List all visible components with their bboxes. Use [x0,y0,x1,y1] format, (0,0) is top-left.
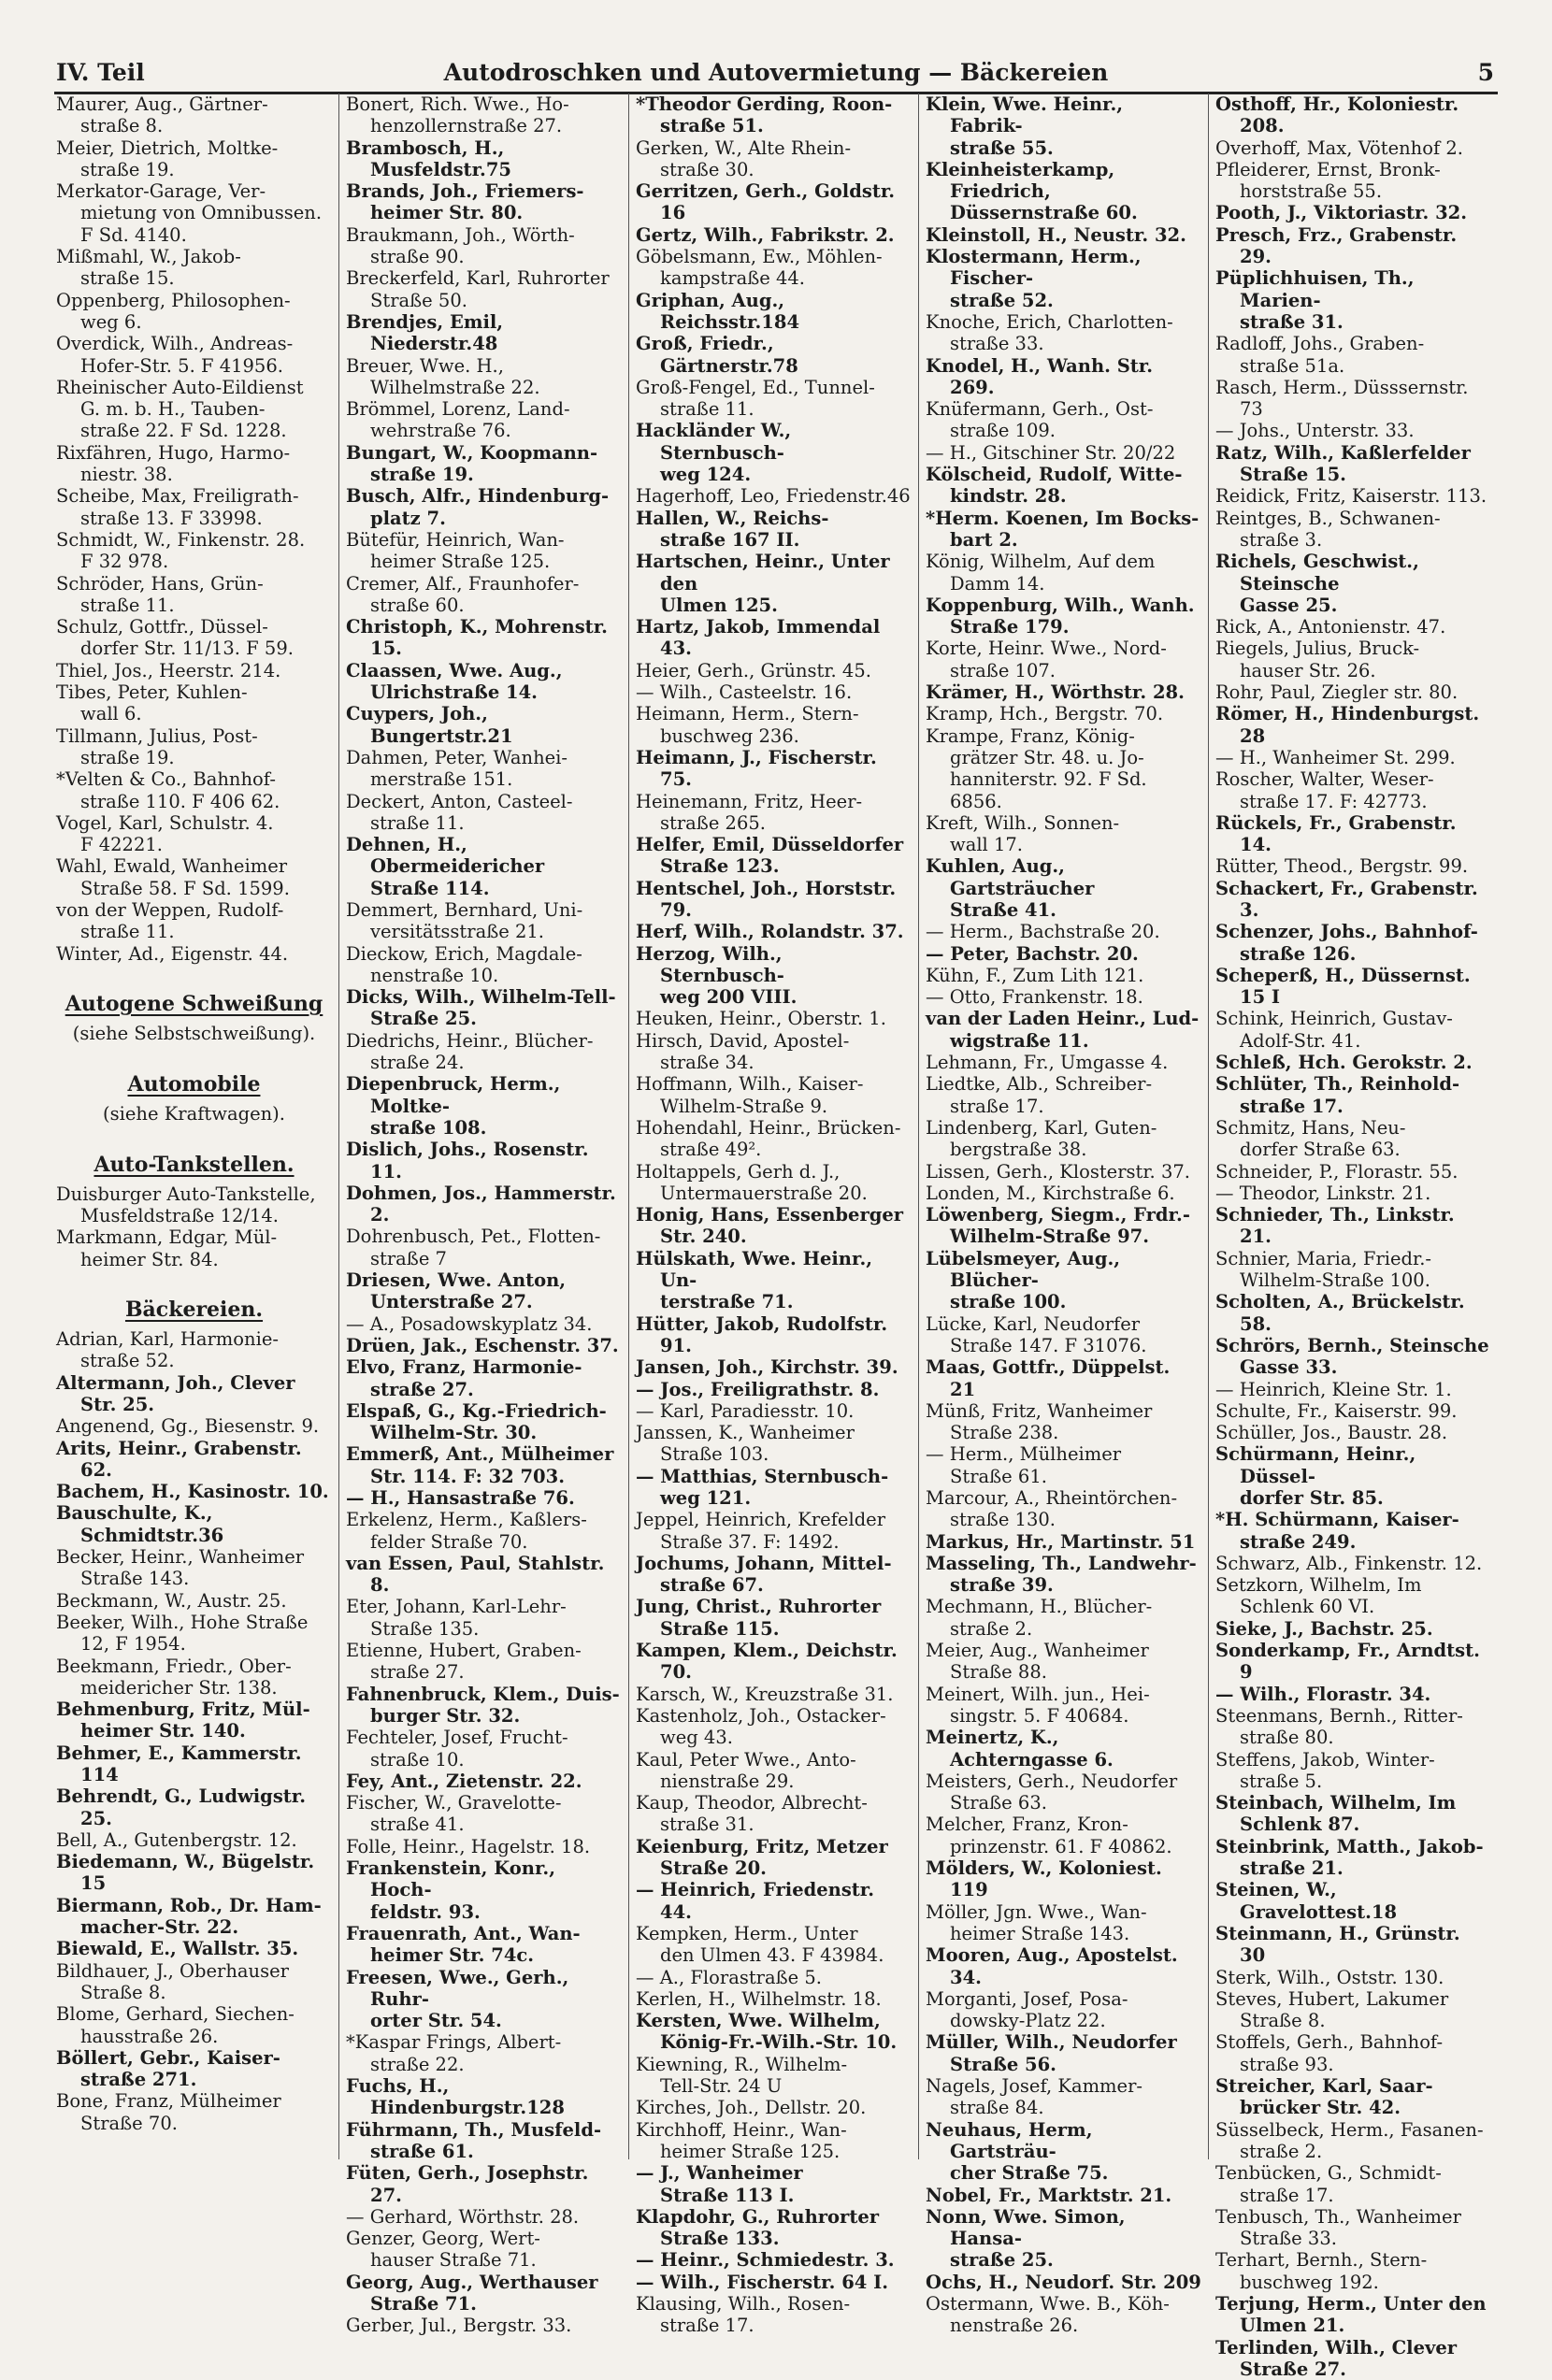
directory-entry: Hoffmann, Wilh., Kaiser- Wilhelm-Straße 9. [636,1073,864,1117]
directory-entry: Markus, Hr., Martinstr. 51 [926,1530,1196,1553]
directory-entry: Beekmann, Friedr., Ober- meidericher Str. 138. [56,1655,292,1699]
section-heading: Auto-Tankstellen. [93,1152,295,1177]
directory-entry: van der Laden Heinr., Lud- wigstraße 11. [926,1008,1200,1052]
directory-entry: Brambosch, H., Musfeldstr.75 [346,136,511,180]
directory-entry: Arits, Heinr., Grabenstr. 62. [56,1437,302,1481]
directory-entry: Schnier, Maria, Friedr.- Wilhelm-Straße 100. [1215,1247,1432,1292]
directory-entry: Frankenstein, Konr., Hoch- feldstr. 93. [346,1857,556,1923]
directory-entry: Folle, Heinr., Hagelstr. 18. [346,1835,591,1857]
directory-entry: Londen, M., Kirchstraße 6. [926,1182,1175,1204]
directory-entry: Schulz, Gottfr., Düssel- dorfer Str. 11/13. F 59. [56,616,294,660]
directory-entry: Schmitz, Hans, Neu- dorfer Straße 63. [1215,1116,1406,1161]
directory-entry: Meinertz, K., Achterngasse 6. [926,1727,1114,1771]
directory-entry: Kaup, Theodor, Albrecht- straße 31. [636,1792,868,1836]
directory-entry: Mooren, Aug., Apostelst. 34. [926,1944,1178,1988]
directory-entry: Fey, Ant., Zietenstr. 22. [346,1770,582,1792]
directory-entry: Lübelsmeyer, Aug., Blücher- straße 100. [926,1247,1121,1313]
directory-entry: Genzer, Georg, Wert- hauser Straße 71. [346,2228,540,2272]
directory-entry: Kirchhoff, Heinr., Wan- heimer Straße 125. [636,2118,847,2162]
directory-entry: Steinbach, Wilhelm, Im Schlenk 87. [1215,1792,1457,1836]
section-heading: Bäckereien. [124,1298,264,1323]
directory-entry: Göbelsmann, Ew., Möhlen- kampstraße 44. [636,246,883,290]
directory-entry: Schulte, Fr., Kaiserstr. 99. [1215,1399,1458,1422]
directory-entry: Schlüter, Th., Reinhold- straße 17. [1215,1073,1460,1117]
directory-entry: Kempken, Herm., Unter den Ulmen 43. F 43984. [636,1922,884,1967]
directory-entry: — Otto, Frankenstr. 18. [926,986,1143,1009]
directory-entry: Dahmen, Peter, Wanhei- merstraße 151. [346,746,568,791]
directory-entry: Scheibe, Max, Freiligrath- straße 13. F 33998. [56,485,299,529]
directory-entry: Pooth, J., Viktoriastr. 32. [1215,202,1468,224]
directory-entry: Terjung, Herm., Unter den Ulmen 21. [1215,2292,1487,2337]
directory-entry: Adrian, Karl, Harmonie- straße 52. [56,1328,279,1372]
directory-entry: — Gerhard, Wörthstr. 28. [346,2205,580,2228]
directory-entry: Hülskath, Wwe. Heinr., Un- terstraße 71. [636,1247,873,1313]
directory-entry: Overdick, Wilh., Andreas- Hofer-Str. 5. F 41956. [56,333,294,377]
directory-entry: Angenend, Gg., Biesenstr. 9. [56,1415,320,1438]
directory-entry: Maurer, Aug., Gärtner- straße 8. [56,93,268,137]
directory-entry: Kerlen, H., Wilhelmstr. 18. [636,1987,882,2010]
directory-entry: — Wilh., Fischerstr. 64 I. [636,2271,889,2293]
directory-entry: Hallen, W., Reichs- straße 167 II. [636,507,829,551]
directory-entry: Roscher, Walter, Weser- straße 17. F: 42773. [1215,768,1434,812]
directory-entry: Holtappels, Gerh d. J., Untermauerstraße 20. [636,1160,868,1204]
directory-entry: Steves, Hubert, Lakumer Straße 8. [1215,1987,1449,2032]
directory-entry: Ostermann, Wwe. B., Köh- nenstraße 26. [926,2292,1170,2337]
directory-entry: Koppenburg, Wilh., Wanh. Straße 179. [926,594,1195,638]
directory-entry: Steinen, W., Gravelottest.18 [1215,1879,1398,1923]
directory-entry: Diedrichs, Heinr., Blücher- straße 24. [346,1029,594,1074]
directory-entry: Erkelenz, Herm., Kaßlers- felder Straße 70. [346,1509,587,1553]
column-4 [918,93,1208,2337]
directory-entry: *Theodor Gerding, Roon- straße 51. [636,93,893,137]
directory-entry: Schneider, P., Florastr. 55. [1215,1160,1459,1183]
directory-entry: Meinert, Wilh. jun., Hei- singstr. 5. F 40684. [926,1683,1150,1727]
directory-entry: Schackert, Fr., Grabenstr. 3. [1215,877,1478,921]
directory-entry: Helfer, Emil, Düsseldorfer Straße 123. [636,834,904,878]
directory-entry: Demmert, Bernhard, Uni- versitätsstraße 21. [346,898,583,943]
directory-entry: — Wilh., Casteelstr. 16. [636,681,853,704]
directory-entry: Steenmans, Bernh., Ritter- straße 80. [1215,1704,1463,1749]
directory-entry: Kersten, Wwe. Wilhelm, König-Fr.-Wilh.-Str. 10. [636,2010,898,2054]
directory-entry: Breckerfeld, Karl, Ruhrorter Straße 50. [346,267,610,311]
directory-entry: Kleinheisterkamp, Friedrich, Düssernstraße 60. [926,158,1138,224]
directory-entry: Setzkorn, Wilhelm, Im Schlenk 60 VI. [1215,1574,1422,1618]
directory-entry: Schürmann, Heinr., Düssel- dorfer Str. 85. [1215,1443,1416,1509]
directory-entry: — Herm., Mülheimer Straße 61. [926,1443,1122,1487]
directory-entry: Braukmann, Joh., Wörth- straße 90. [346,223,575,268]
cross-reference-note: (siehe Selbstschweißung). [72,1022,316,1044]
directory-entry: Morganti, Josef, Posa- dowsky-Platz 22. [926,1987,1128,2032]
directory-entry: Schwarz, Alb., Finkenstr. 12. [1215,1552,1483,1574]
directory-entry: Presch, Frz., Grabenstr. 29. [1215,223,1458,268]
directory-entry: Schink, Heinrich, Gustav- Adolf-Str. 41. [1215,1008,1453,1052]
directory-entry: Groß-Fengel, Ed., Tunnel- straße 11. [636,376,875,421]
directory-entry: Thiel, Jos., Heerstr. 214. [56,659,281,681]
directory-entry: Riegels, Julius, Bruck- hauser Str. 26. [1215,638,1420,681]
directory-entry: Neuhaus, Herm, Gartsträu- cher Straße 75. [926,2118,1109,2185]
directory-entry: Heimann, Herm., Stern- buschweg 236. [636,703,859,747]
directory-entry: Hartschen, Heinr., Unter den Ulmen 125. [636,551,890,616]
directory-entry: Marcour, A., Rheintörchen- straße 130. [926,1487,1178,1531]
directory-entry: Vogel, Karl, Schulstr. 4. F 42221. [56,811,274,856]
directory-entry: — H., Hansastraße 76. [346,1487,575,1509]
directory-entry: Diepenbruck, Herm., Moltke- straße 108. [346,1073,561,1139]
directory-entry: Jung, Christ., Ruhrorter Straße 115. [636,1596,882,1640]
directory-entry: Scholten, A., Brückelstr. 58. [1215,1291,1465,1335]
directory-entry: Driesen, Wwe. Anton, Unterstraße 27. [346,1269,567,1313]
directory-entry: van Essen, Paul, Stahlstr. 8. [346,1552,605,1597]
directory-entry: Rick, A., Antonienstr. 47. [1215,616,1446,638]
directory-entry: Mißmahl, W., Jakob- straße 15. [56,246,241,290]
directory-entry: Biedemann, W., Bügelstr. 15 [56,1851,315,1895]
directory-entry: Schleß, Hch. Gerokstr. 2. [1215,1052,1473,1074]
directory-entry: Duisburger Auto-Tankstelle, Musfeldstraße 12/14. [56,1183,316,1227]
directory-entry: Heier, Gerh., Grünstr. 45. [636,659,871,681]
directory-entry: Altermann, Joh., Clever Str. 25. [56,1371,295,1415]
directory-entry: Kühn, F., Zum Lith 121. [926,964,1144,986]
directory-entry: Reintges, B., Schwanen- straße 3. [1215,507,1441,551]
directory-entry: Knoche, Erich, Charlotten- straße 33. [926,310,1173,355]
directory-entry: Freesen, Wwe., Gerh., Ruhr- orter Str. 54. [346,1966,569,2032]
directory-entry: Püplichhuisen, Th., Marien- straße 31. [1215,267,1415,333]
directory-entry: Bell, A., Gutenbergstr. 12. [56,1828,297,1851]
directory-entry: — Karl, Paradiesstr. 10. [636,1399,855,1422]
directory-entry: Janssen, K., Wanheimer Straße 103. [636,1422,855,1466]
directory-entry: Lissen, Gerh., Klosterstr. 37. [926,1160,1190,1183]
directory-entry: Steffens, Jakob, Winter- straße 5. [1215,1748,1435,1792]
directory-entry: Meier, Aug., Wanheimer Straße 88. [926,1640,1149,1684]
directory-entry: — Heinrich, Friedenstr. 44. [636,1879,875,1923]
directory-entry: Cuypers, Joh., Bungertstr.21 [346,703,513,747]
cross-reference-note: (siehe Kraftwagen). [103,1102,285,1125]
directory-entry: Schmidt, W., Finkenstr. 28. F 32 978. [56,528,306,573]
directory-entry: Lindenberg, Karl, Guten- bergstraße 38. [926,1116,1157,1161]
directory-entry: Dislich, Johs., Rosenstr. 11. [346,1139,589,1183]
directory-entry: Beeker, Wilh., Hohe Straße 12, F 1954. [56,1611,309,1656]
directory-entry: Biermann, Rob., Dr. Ham- macher-Str. 22. [56,1894,322,1939]
directory-entry: Krampe, Franz, König- grätzer Str. 48. u. Jo- hanniterstr. 92. F Sd. 6856. [926,724,1147,812]
directory-entry: Brömmel, Lorenz, Land- wehrstraße 76. [346,398,570,442]
directory-entry: Behmer, E., Kammerstr. 114 [56,1742,302,1785]
directory-entry: Breuer, Wwe. H., Wilhelmstraße 22. [346,354,540,398]
directory-entry: Hentschel, Joh., Horststr. 79. [636,877,897,921]
directory-entry: Krämer, H., Wörthstr. 28. [926,681,1185,704]
directory-entry: Heimann, J., Fischerstr. 75. [636,746,877,791]
directory-entry: — Heinr., Schmiedestr. 3. [636,2249,895,2272]
directory-entry: Sonderkamp, Fr., Arndtst. 9 [1215,1640,1480,1684]
directory-entry: Sieke, J., Bachstr. 25. [1215,1617,1433,1640]
section-heading: Autogene Schweißung [65,991,323,1016]
page-number: 5 [1477,59,1494,86]
column-1 [54,93,338,2159]
directory-entry: Münß, Fritz, Wanheimer Straße 238. [926,1399,1153,1444]
directory-entry: — Peter, Bachstr. 20. [926,942,1139,965]
directory-entry: Terlinden, Wilh., Clever Straße 27. [1215,2336,1458,2380]
directory-entry: Füten, Gerh., Josephstr. 27. [346,2162,589,2206]
directory-entry: *H. Schürmann, Kaiser- straße 249. [1215,1509,1459,1553]
directory-entry: Behmenburg, Fritz, Mül- heimer Str. 140. [56,1699,310,1742]
directory-entry: Winter, Ad., Eigenstr. 44. [56,942,289,965]
directory-entry: Richels, Geschwist., Steinsche Gasse 25. [1215,551,1419,616]
directory-entry: — Matthias, Sternbusch- weg 121. [636,1465,889,1509]
directory-entry: Klostermann, Herm., Fischer- straße 52. [926,246,1142,311]
directory-entry: Rixfähren, Hugo, Harmo- niestr. 38. [56,441,291,486]
directory-entry: Honig, Hans, Essenberger Str. 240. [636,1204,904,1248]
directory-entry: — H., Wanheimer St. 299. [1215,746,1456,768]
directory-entry: Löwenberg, Siegm., Frdr.- Wilhelm-Straße 97. [926,1204,1190,1248]
directory-entry: Kiewning, R., Wilhelm- Tell-Str. 24 U [636,2053,848,2098]
directory-entry: Terhart, Bernh., Stern- buschweg 192. [1215,2249,1428,2293]
directory-entry: Dohrenbusch, Pet., Flotten- straße 7 [346,1226,601,1269]
directory-entry: Böllert, Gebr., Kaiser- straße 271. [56,2046,280,2091]
directory-entry: Heinemann, Fritz, Heer- straße 265. [636,790,863,834]
directory-entry: Pfleiderer, Ernst, Bronk- horststraße 55. [1215,158,1441,203]
directory-entry: Meisters, Gerh., Neudorfer Straße 63. [926,1770,1178,1814]
directory-entry: Knüfermann, Gerh., Ost- straße 109. [926,398,1154,442]
directory-entry: von der Weppen, Rudolf- straße 11. [56,898,284,943]
directory-entry: Herf, Wilh., Rolandstr. 37. [636,921,904,943]
directory-entry: — H., Gitschiner Str. 20/22 [926,441,1176,464]
directory-entry: Sterk, Wilh., Oststr. 130. [1215,1966,1444,1988]
directory-entry: Drüen, Jak., Eschenstr. 37. [346,1334,619,1356]
directory-entry: Lücke, Karl, Neudorfer Straße 147. F 31076. [926,1312,1147,1356]
directory-entry: Wahl, Ewald, Wanheimer Straße 58. F Sd. 1599. [56,855,290,899]
directory-entry: Christoph, K., Mohrenstr. 15. [346,616,608,660]
directory-entry: Bone, Franz, Mülheimer Straße 70. [56,2090,281,2134]
directory-entry: Klapdohr, G., Ruhrorter Straße 133. [636,2205,880,2250]
directory-entry: Tillmann, Julius, Post- straße 19. [56,724,258,768]
directory-entry: Fischer, W., Gravelotte- straße 41. [346,1792,562,1836]
directory-entry: Mölders, W., Koloniest. 119 [926,1857,1162,1901]
directory-entry: Jochums, Johann, Mittel- straße 67. [636,1552,892,1597]
directory-entry: Gerber, Jul., Bergstr. 33. [346,2315,572,2337]
directory-entry: König, Wilhelm, Auf dem Damm 14. [926,551,1156,595]
directory-entry: Kreft, Wilh., Sonnen- wall 17. [926,811,1120,856]
column-3 [628,93,918,2337]
directory-entry: Rheinischer Auto-Eildienst G. m. b. H., Tauben- straße 22. F Sd. 1228. [56,376,304,442]
directory-entry: Behrendt, G., Ludwigstr. 25. [56,1785,307,1829]
directory-entry: Schröder, Hans, Grün- straße 11. [56,572,264,616]
directory-entry: Meier, Dietrich, Moltke- straße 19. [56,136,279,180]
directory-entry: Masseling, Th., Landwehr- straße 39. [926,1552,1197,1597]
directory-entry: Hütter, Jakob, Rudolfstr. 91. [636,1312,888,1356]
directory-entry: Gertz, Wilh., Fabrikstr. 2. [636,223,895,246]
directory-entry: — A., Posadowskyplatz 34. [346,1312,593,1335]
directory-entry: Melcher, Franz, Kron- prinzenstr. 61. F 40862. [926,1814,1172,1857]
directory-entry: Schüller, Jos., Baustr. 28. [1215,1422,1448,1444]
directory-columns [54,93,1498,2380]
part-label: IV. Teil [56,59,145,86]
directory-entry: — A., Florastraße 5. [636,1966,822,1988]
directory-entry: *Kaspar Frings, Albert- straße 22. [346,2031,562,2075]
directory-entry: Maas, Gottfr., Düppelst. 21 [926,1356,1171,1400]
directory-entry: Brendjes, Emil, Niederstr.48 [346,310,504,355]
directory-entry: Hohendahl, Heinr., Brücken- straße 49². [636,1116,901,1161]
directory-entry: Hirsch, David, Apostel- straße 34. [636,1029,850,1074]
directory-entry: Rohr, Paul, Ziegler str. 80. [1215,681,1459,704]
directory-entry: *Herm. Koenen, Im Bocks- bart 2. [926,507,1200,551]
directory-entry: Karsch, W., Kreuzstraße 31. [636,1683,894,1705]
directory-entry: Claassen, Wwe. Aug., Ulrichstraße 14. [346,659,563,704]
directory-entry: Gerken, W., Alte Rhein- straße 30. [636,136,852,180]
directory-entry: Jansen, Joh., Kirchstr. 39. [636,1356,898,1379]
directory-entry: Dicks, Wilh., Wilhelm-Tell- Straße 25. [346,986,616,1030]
directory-entry: Stoffels, Gerh., Bahnhof- straße 93. [1215,2031,1444,2075]
directory-entry: Liedtke, Alb., Schreiber- straße 17. [926,1073,1153,1117]
directory-entry: Mechmann, H., Blücher- straße 2. [926,1596,1153,1640]
directory-entry: Kuhlen, Aug., Gartsträucher Straße 41. [926,855,1095,921]
directory-entry: Emmerß, Ant., Mülheimer Str. 114. F: 32 703. [346,1443,614,1487]
directory-entry: Frauenrath, Ant., Wan- heimer Str. 74c. [346,1922,581,1967]
directory-entry: — Herm., Bachstraße 20. [926,921,1160,943]
directory-entry: Gerritzen, Gerh., Goldstr. 16 [636,180,896,224]
directory-entry: Hackländer W., Sternbusch- weg 124. [636,420,792,486]
directory-entry: Reidick, Fritz, Kaiserstr. 113. [1215,485,1487,508]
directory-entry: — Johs., Unterstr. 33. [1215,420,1415,442]
column-2 [338,93,628,2337]
directory-entry: Schrörs, Bernh., Steinsche Gasse 33. [1215,1334,1489,1379]
directory-entry: Tenbusch, Th., Wanheimer Straße 33. [1215,2205,1461,2250]
page-header [54,49,1498,94]
directory-entry: Hartz, Jakob, Immendal 43. [636,616,881,660]
directory-entry: Tenbücken, G., Schmidt- straße 17. [1215,2162,1442,2206]
directory-entry: Markmann, Edgar, Mül- heimer Str. 84. [56,1226,278,1270]
directory-entry: Griphan, Aug., Reichsstr.184 [636,289,800,333]
directory-entry: Tibes, Peter, Kuhlen- wall 6. [56,681,248,725]
directory-entry: Jeppel, Heinrich, Krefelder Straße 37. F: 1492. [636,1509,886,1553]
directory-entry: Rütter, Theod., Bergstr. 99. [1215,855,1469,878]
directory-entry: Biewald, E., Wallstr. 35. [56,1938,299,1960]
directory-entry: Merkator-Garage, Ver- mietung von Omnibussen. F Sd. 4140. [56,180,323,246]
directory-entry: Brands, Joh., Friemers- heimer Str. 80. [346,180,584,224]
directory-entry: Heuken, Heinr., Oberstr. 1. [636,1008,886,1030]
directory-entry: Nagels, Josef, Kammer- straße 84. [926,2075,1143,2119]
directory-entry: Kirches, Joh., Dellstr. 20. [636,2097,867,2119]
directory-entry: — J., Wanheimer Straße 113 I. [636,2162,803,2206]
directory-entry: Radloff, Johs., Graben- straße 51a. [1215,333,1425,377]
directory-entry: Römer, H., Hindenburgst. 28 [1215,703,1480,747]
directory-entry: Blome, Gerhard, Siechen- hausstraße 26. [56,2003,295,2047]
directory-entry: Nobel, Fr., Marktstr. 21. [926,2184,1172,2206]
directory-entry: Groß, Friedr., Gärtnerstr.78 [636,333,798,377]
directory-entry: Müller, Wilh., Neudorfer Straße 56. [926,2031,1177,2075]
directory-entry: Fahnenbruck, Klem., Duis- burger Str. 32. [346,1683,620,1727]
directory-entry: Bildhauer, J., Oberhauser Straße 8. [56,1959,289,2003]
directory-entry: Ratz, Wilh., Kaßlerfelder Straße 15. [1215,441,1471,486]
directory-entry: Elvo, Franz, Harmonie- straße 27. [346,1356,582,1400]
directory-entry: Beckmann, W., Austr. 25. [56,1589,287,1612]
page-title: Autodroschken und Autovermietung — Bäckereien [443,59,1109,86]
directory-entry: Schenzer, Johs., Bahnhof- straße 126. [1215,921,1478,965]
directory-entry: Fuchs, H., Hindenburgstr.128 [346,2075,565,2119]
directory-entry: — Theodor, Linkstr. 21. [1215,1182,1431,1204]
directory-entry: Kölscheid, Rudolf, Witte- kindstr. 28. [926,464,1183,508]
directory-entry: Keienburg, Fritz, Metzer Straße 20. [636,1835,888,1880]
directory-entry: Dohmen, Jos., Hammerstr. 2. [346,1182,616,1226]
directory-entry: Etienne, Hubert, Graben- straße 27. [346,1640,582,1684]
directory-entry: Elspaß, G., Kg.-Friedrich- Wilhelm-Str. 30. [346,1399,607,1444]
directory-entry: Möller, Jgn. Wwe., Wan- heimer Straße 143. [926,1900,1147,1944]
directory-entry: Bungart, W., Koopmann- straße 19. [346,441,598,486]
directory-entry: Steinbrink, Matth., Jakob- straße 21. [1215,1835,1484,1880]
directory-entry: Korte, Heinr. Wwe., Nord- straße 107. [926,638,1167,681]
directory-entry: Bachem, H., Kasinostr. 10. [56,1481,329,1503]
directory-entry: Oppenberg, Philosophen- weg 6. [56,289,291,333]
directory-entry: Kramp, Hch., Bergstr. 70. [926,703,1164,725]
directory-entry: — Wilh., Florastr. 34. [1215,1683,1431,1705]
directory-entry: Kastenholz, Joh., Ostacker- weg 43. [636,1704,886,1749]
directory-entry: Deckert, Anton, Casteel- straße 11. [346,790,573,834]
directory-entry: Bütefür, Heinrich, Wan- heimer Straße 125. [346,528,565,573]
directory-entry: Busch, Alfr., Hindenburg- platz 7. [346,485,610,529]
directory-entry: Schnieder, Th., Linkstr. 21. [1215,1204,1455,1248]
directory-entry: Klausing, Wilh., Rosen- straße 17. [636,2292,851,2337]
directory-entry: Herzog, Wilh., Sternbusch- weg 200 VIII. [636,942,798,1009]
directory-entry: Kleinstoll, H., Neustr. 32. [926,223,1186,246]
directory-entry: Osthoff, Hr., Koloniestr. 208. [1215,93,1459,137]
directory-entry: — Heinrich, Kleine Str. 1. [1215,1378,1452,1400]
directory-entry: Kaul, Peter Wwe., Anto- nienstraße 29. [636,1748,856,1792]
directory-entry: Süsselbeck, Herm., Fasanen- straße 2. [1215,2118,1484,2162]
directory-entry: Dieckow, Erich, Magdale- nenstraße 10. [346,942,582,986]
directory-entry: Klein, Wwe. Heinr., Fabrik- straße 55. [926,93,1124,159]
directory-entry: Steinmann, H., Grünstr. 30 [1215,1922,1460,1967]
directory-entry: Nonn, Wwe. Simon, Hansa- straße 25. [926,2205,1126,2272]
directory-entry: Fechteler, Josef, Frucht- straße 10. [346,1727,568,1771]
directory-entry: Rasch, Herm., Düsssernstr. 73 [1215,376,1469,421]
directory-entry: Bonert, Rich. Wwe., Ho- henzollernstraße 27. [346,93,569,137]
section-heading: Automobile [127,1071,261,1097]
directory-entry: Scheperß, H., Düssernst. 15 I [1215,964,1471,1009]
directory-entry: Becker, Heinr., Wanheimer Straße 143. [56,1546,305,1590]
directory-entry: Bauschulte, K., Schmidtstr.36 [56,1502,224,1546]
column-5 [1208,93,1498,2380]
directory-entry: Dehnen, H., Obermeidericher Straße 114. [346,834,545,899]
directory-entry: Overhoff, Max, Vötenhof 2. [1215,136,1463,159]
directory-entry: Führmann, Th., Musfeld- straße 61. [346,2118,602,2162]
directory-entry: Ochs, H., Neudorf. Str. 209 [926,2271,1201,2293]
directory-entry: Knodel, H., Wanh. Str. 269. [926,354,1154,398]
directory-entry: Hagerhoff, Leo, Friedenstr.46 [636,485,911,508]
directory-entry: Georg, Aug., Werthauser Straße 71. [346,2271,598,2315]
directory-entry: Eter, Johann, Karl-Lehr- Straße 135. [346,1596,567,1640]
directory-entry: Streicher, Karl, Saar- brücker Str. 42. [1215,2075,1433,2119]
directory-entry: Lehmann, Fr., Umgasse 4. [926,1052,1169,1074]
directory-entry: Kampen, Klem., Deichstr. 70. [636,1640,898,1684]
directory-entry: Cremer, Alf., Fraunhofer- straße 60. [346,572,580,616]
directory-entry: — Jos., Freiligrathstr. 8. [636,1378,880,1400]
directory-entry: *Velten & Co., Bahnhof- straße 110. F 406 62. [56,768,280,812]
directory-entry: Rückels, Fr., Grabenstr. 14. [1215,811,1457,856]
